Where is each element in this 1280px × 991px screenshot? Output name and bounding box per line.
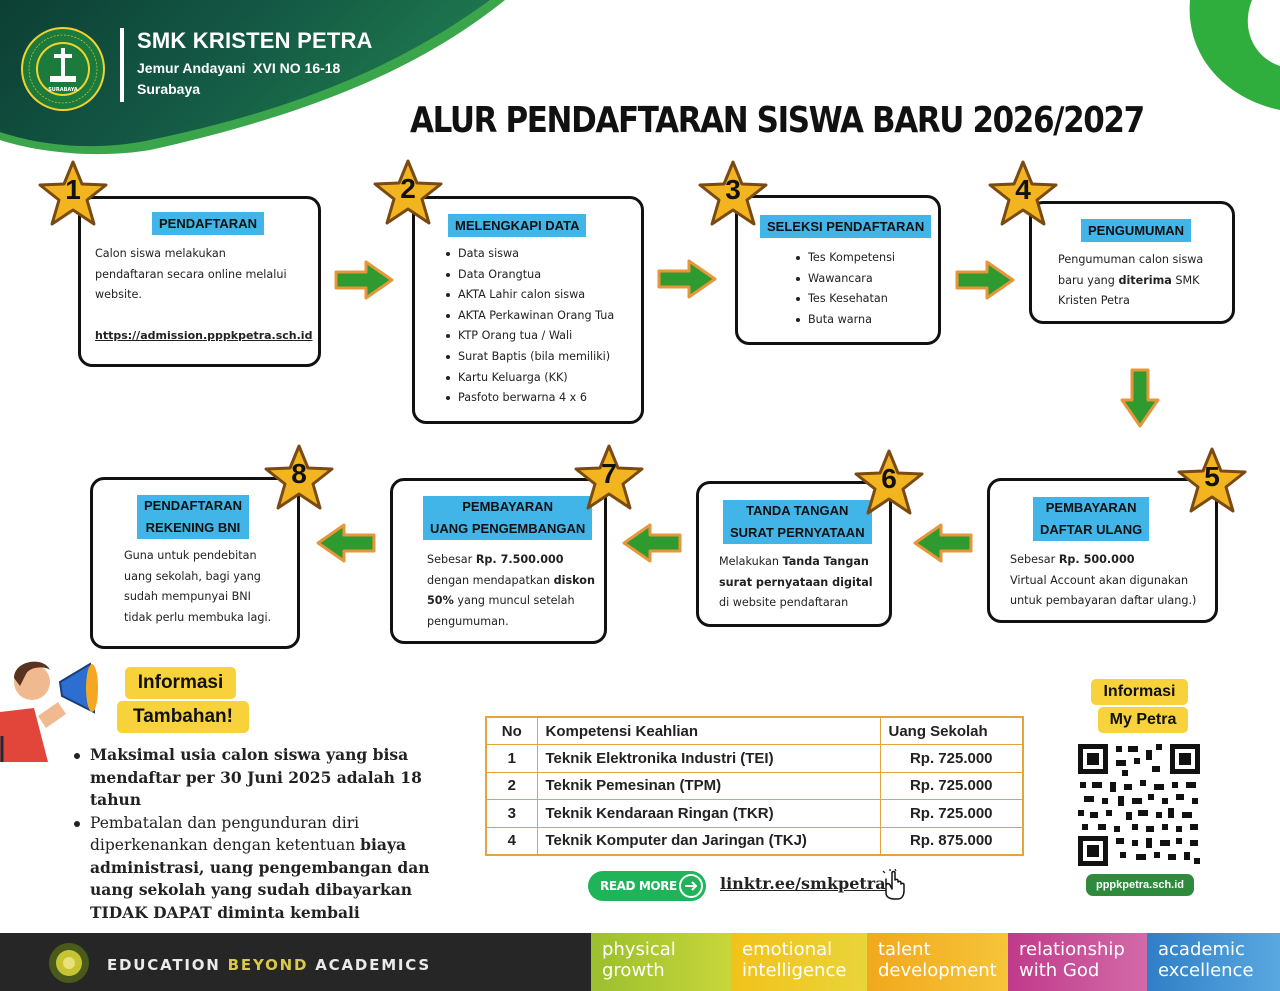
step-2-list xyxy=(444,244,644,409)
step-6-text-a: Melakukan xyxy=(719,555,783,568)
step-5-title xyxy=(1033,497,1149,541)
step-5-star-icon xyxy=(1177,447,1247,513)
tuition-table xyxy=(485,716,1024,856)
step-7-text-bold-2: diskon 50% xyxy=(427,573,595,608)
list-item: Wawancara xyxy=(794,269,934,290)
arrow-left-icon xyxy=(314,521,378,565)
table-cell: Rp. 725.000 xyxy=(880,745,1023,773)
step-4-card xyxy=(1029,201,1235,324)
step-4-title: PENGUMUMAN xyxy=(1081,219,1191,242)
table-row xyxy=(486,772,1023,800)
table-cell: 3 xyxy=(486,800,537,828)
pillar-line-1: physical xyxy=(602,939,676,960)
footer-text-beyond: BEYOND xyxy=(227,956,309,974)
admission-link[interactable]: https://admission.pppkpetra.sch.id xyxy=(95,328,313,342)
step-5-text-bold: Rp. 500.000 xyxy=(1058,553,1135,566)
info-bullet-2-text: Pembatalan dan pengunduran diri diperkenankan dengan ketentuan xyxy=(90,813,361,854)
step-7-title-line-1: PEMBAYARAN xyxy=(462,499,554,514)
pillar-relationship-with-god xyxy=(1008,933,1147,991)
qr-code-icon[interactable] xyxy=(1076,742,1202,868)
table-row xyxy=(486,800,1023,828)
step-8-title-line-1: PENDAFTARAN xyxy=(144,498,242,513)
footer-slogan xyxy=(107,956,431,974)
footer-text-c: ACADEMICS xyxy=(308,956,431,974)
step-8-title xyxy=(137,495,249,539)
step-5-text xyxy=(1010,550,1215,612)
table-header: Kompetensi Keahlian xyxy=(537,717,880,745)
table-cell: Rp. 725.000 xyxy=(880,772,1023,800)
step-7-text-e: yang muncul setelah pengumuman. xyxy=(427,594,575,628)
education-logo-icon xyxy=(48,942,90,984)
table-header: No xyxy=(486,717,537,745)
table-cell: Rp. 875.000 xyxy=(880,827,1023,855)
arrow-right-icon xyxy=(953,258,1017,302)
table-cell: Rp. 725.000 xyxy=(880,800,1023,828)
info-tag-informasi: Informasi xyxy=(125,667,236,699)
pillar-line-2: intelligence xyxy=(742,960,847,981)
footer-text-a: EDUCATION xyxy=(107,956,228,974)
arrow-right-icon xyxy=(655,257,719,301)
info-bullet-2-bold: biaya administrasi, uang pengembangan dan uang sekolah yang sudah dibayarkan TIDAK DAPAT diminta kembali xyxy=(90,835,430,922)
arrow-left-icon xyxy=(620,521,684,565)
arrow-right-icon xyxy=(332,258,396,302)
step-4-text-a: Pengumuman calon siswa baru yang xyxy=(1058,253,1204,287)
step-1-star-icon xyxy=(38,160,108,226)
step-1-number: 1 xyxy=(65,174,81,205)
list-item: Data siswa xyxy=(444,244,644,265)
list-item: KTP Orang tua / Wali xyxy=(444,326,644,347)
step-2-number: 2 xyxy=(400,173,416,204)
pillar-line-1: talent xyxy=(878,939,931,960)
step-6-text-c: di website pendaftaran xyxy=(719,596,849,610)
pointer-hand-icon xyxy=(876,869,908,901)
pillar-line-2: development xyxy=(878,960,997,981)
step-7-title xyxy=(423,496,592,540)
step-8-number: 8 xyxy=(291,458,307,489)
list-item: Maksimal usia calon siswa yang bisa mendaftar per 30 Juni 2025 adalah 18 tahun xyxy=(70,744,460,812)
table-cell: Teknik Elektronika Industri (TEI) xyxy=(537,745,880,773)
list-item xyxy=(70,812,460,925)
school-address: Jemur Andayani XVI NO 16-18 Surabaya xyxy=(137,60,341,97)
pillar-line-1: relationship xyxy=(1019,939,1125,960)
list-item: AKTA Perkawinan Orang Tua xyxy=(444,306,644,327)
step-7-text xyxy=(427,550,597,632)
step-8-title-line-2: REKENING BNI xyxy=(145,520,241,535)
step-6-title xyxy=(723,500,872,544)
step-6-title-line-2: SURAT PERNYATAAN xyxy=(730,525,865,540)
step-5-text-c: Virtual Account akan digunakan untuk pembayaran daftar ulang.) xyxy=(1010,573,1197,608)
step-4-number: 4 xyxy=(1015,174,1031,205)
step-3-number: 3 xyxy=(725,174,741,205)
step-7-text-bold: Rp. 7.500.000 xyxy=(475,553,564,566)
step-6-text-bold: Tanda Tangan surat pernyataan digital xyxy=(719,555,873,589)
step-3-star-icon xyxy=(698,160,768,226)
step-6-number: 6 xyxy=(881,463,897,494)
pillar-academic-excellence xyxy=(1147,933,1280,991)
step-3-title: SELEKSI PENDAFTARAN xyxy=(760,215,931,238)
step-6-title-line-1: TANDA TANGAN xyxy=(746,503,849,518)
step-1-title: PENDAFTARAN xyxy=(152,212,264,235)
table-cell: Teknik Kendaraan Ringan (TKR) xyxy=(537,800,880,828)
step-1-text xyxy=(95,244,313,346)
table-row xyxy=(486,827,1023,855)
step-6-text xyxy=(719,552,879,614)
step-7-title-line-2: UANG PENGEMBANGAN xyxy=(430,521,586,536)
step-8-text: Guna untuk pendebitan uang sekolah, bagi yang sudah mempunyai BNI tidak perlu membuka lagi. xyxy=(124,549,272,624)
header-separator xyxy=(120,28,124,102)
table-cell: Teknik Komputer dan Jaringan (TKJ) xyxy=(537,827,880,855)
step-7-number: 7 xyxy=(601,458,617,489)
svg-text:SURABAYA: SURABAYA xyxy=(48,87,78,93)
step-7-text-c: dengan mendapatkan xyxy=(427,573,554,587)
step-4-star-icon xyxy=(988,160,1058,226)
step-7-star-icon xyxy=(574,444,644,510)
step-6-star-icon xyxy=(854,449,924,515)
table-row xyxy=(486,745,1023,773)
pillar-line-2: with God xyxy=(1019,960,1100,981)
linktree-link[interactable]: linktr.ee/smkpetra xyxy=(720,874,886,893)
info-tag-my-petra: My Petra xyxy=(1098,707,1188,733)
table-header-row xyxy=(486,717,1023,745)
table-cell: 2 xyxy=(486,772,537,800)
table-cell: Teknik Pemesinan (TPM) xyxy=(537,772,880,800)
step-3-list xyxy=(794,248,934,330)
school-logo xyxy=(20,26,106,112)
step-1-card xyxy=(78,196,321,367)
step-8-star-icon xyxy=(264,444,334,510)
info-tag-informasi-mypetra: Informasi xyxy=(1091,679,1188,705)
pillar-physical-growth xyxy=(591,933,731,991)
step-7-text-a: Sebesar xyxy=(427,553,476,566)
list-item: AKTA Lahir calon siswa xyxy=(444,285,644,306)
step-2-star-icon xyxy=(373,159,443,225)
read-more-label: READ MORE xyxy=(600,879,677,893)
pillar-line-2: growth xyxy=(602,960,665,981)
step-2-title: MELENGKAPI DATA xyxy=(448,214,586,237)
arrow-circle-icon xyxy=(679,874,703,898)
list-item: Tes Kesehatan xyxy=(794,289,934,310)
list-item: Buta warna xyxy=(794,310,934,331)
step-1-description: Calon siswa melakukan pendaftaran secara online melalui website. xyxy=(95,247,287,302)
pillar-line-1: emotional xyxy=(742,939,833,960)
arrow-down-icon xyxy=(1118,366,1162,430)
site-link[interactable]: pppkpetra.sch.id xyxy=(1086,874,1194,896)
list-item: Surat Baptis (bila memiliki) xyxy=(444,347,644,368)
list-item: Data Orangtua xyxy=(444,265,644,286)
pillar-talent-development xyxy=(867,933,1008,991)
info-tag-tambahan: Tambahan! xyxy=(117,701,249,733)
step-5-number: 5 xyxy=(1204,461,1220,492)
pillar-line-1: academic xyxy=(1158,939,1245,960)
pillar-emotional-intelligence xyxy=(731,933,867,991)
info-bullets xyxy=(70,744,460,924)
step-5-text-a: Sebesar xyxy=(1010,553,1059,566)
table-header: Uang Sekolah xyxy=(880,717,1023,745)
list-item: Tes Kompetensi xyxy=(794,248,934,269)
school-name: SMK KRISTEN PETRA xyxy=(137,28,373,53)
step-2-card xyxy=(412,196,644,424)
step-5-title-line-2: DAFTAR ULANG xyxy=(1040,522,1143,537)
table-cell: 4 xyxy=(486,827,537,855)
read-more-button[interactable] xyxy=(588,871,706,901)
table-cell: 1 xyxy=(486,745,537,773)
step-4-text xyxy=(1058,250,1218,312)
step-5-title-line-1: PEMBAYARAN xyxy=(1045,500,1137,515)
list-item: Kartu Keluarga (KK) xyxy=(444,368,644,389)
list-item: Pasfoto berwarna 4 x 6 xyxy=(444,388,644,409)
pillar-line-2: excellence xyxy=(1158,960,1254,981)
page-title: ALUR PENDAFTARAN SISWA BARU 2026/2027 xyxy=(410,100,1144,141)
arrow-left-icon xyxy=(911,521,975,565)
step-4-text-c: SMK Kristen Petra xyxy=(1058,273,1200,308)
step-4-text-bold: diterima xyxy=(1118,273,1172,287)
